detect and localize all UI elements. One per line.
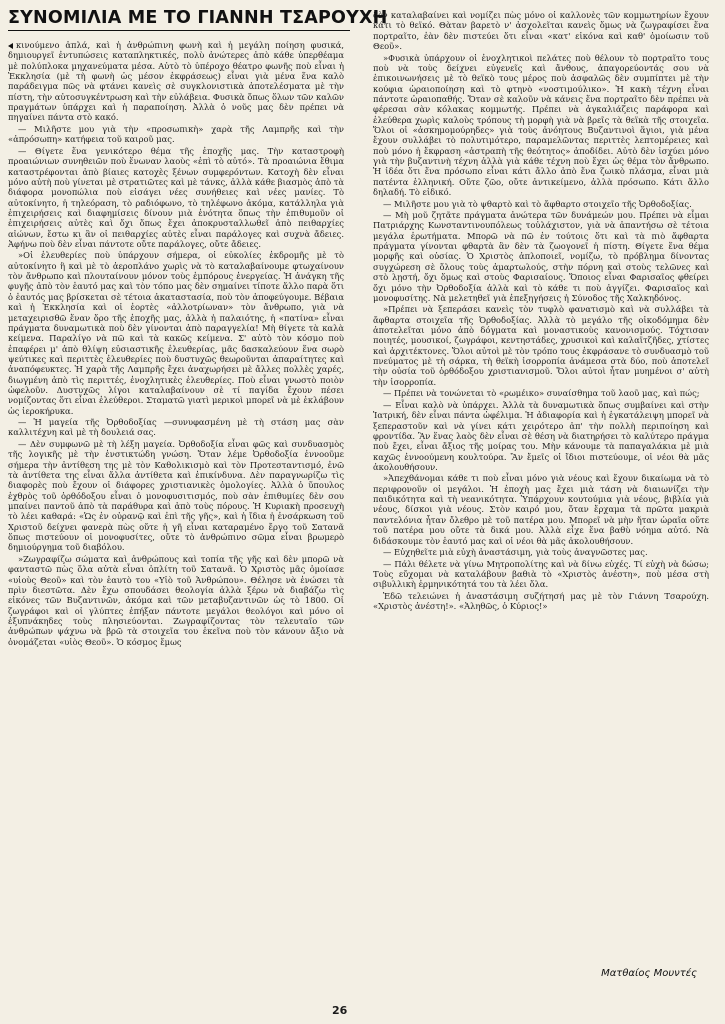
paragraph: δὲν καταλαβαίνει καὶ νομίζει πὼς μόνο οἱ καλλονὲς τῶν κομμωτηρίων ἔχουν κάτι τὸ θεϊκό. Θὰταν βαρετὸ ν' ἀσχολεῖται κανεὶς ὅμως νὰ ζωγραφίσει ἕνα πορτραῖτο, ἐὰν δὲν πιστεύει ὅτι εἶναι «κατ' εἰκόνα καὶ καθ' ὁμοίωσιν τοῦ Θεοῦ». <box>373 10 709 52</box>
paragraph: — Μιλῆστε μου γιὰ τὸ ψθαρτὸ καὶ τὸ ἄφθαρτο στοιχεῖο τῆς Ὀρθοδοξίας. <box>383 198 692 209</box>
paragraph: »Φυσικὰ ὑπάρχουν οἱ ἐνοχλητικοὶ πελάτες ποὺ θέλουν τὸ πορτραῖτο τους ποὺ νὰ τοὺς δείχνει εὐγενεῖς καὶ ἄνθους, ἀπαγορεύοντάς σου νὰ ἐπικοινωνήσεις μὲ τὸ θεϊκὸ τους μέρος ποὺ ἀσφαλῶς δὲν συμπίπτει μὲ τὴν κούφια ὡραιοποίηση καὶ τὸ φτηνὸ «νοστιμούλικο». Ἡ κακὴ τέχνη εἶναι πάντοτε ὡραιοπαθής. Ὅταν σὲ καλοῦν νὰ κάνεις ἕνα πορτραῖτο δὲν πρέπει νὰ φέρεσαι σὰν κόλακας κομμωτής. Πρέπει νὰ ἀγκαλιάζεις παράφορα καὶ ἐλεύθερα χωρὶς καλοὺς τρόπους τὴ μορφὴ γιὰ νὰ βρεῖς τὰ θεϊκὰ τῆς στοιχεῖα. Ὅλοι οἱ «ἀσκημομούρηδες» γιὰ τοὺς ἀνόητους Βυζαντινοὶ ἅγιοι, γιὰ μένα ἔχουν συλλάβει τὸ πολυτιμότερο, παραμελῶντας περιττὲς λεπτομέρειες καὶ ποὺ μόνο ἡ ἔκφραση «ἀστραπὴ τῆς θεότητος» ἀποδίδει. Αὐτὸ δὲν ἰσχύει μόνο γιὰ τὴν βυζαντινὴ τέχνη ἀλλὰ γιὰ κάθε τέχνη ποὺ ἔχει ὡς θέμα τὸν ἄνθρωπο. Ἡ ἰδέα ὅτι ἕνα πρόσωπο εἶναι κάτι ἄλλο ἀπὸ ἕνα ζωικὸ πλάσμα, εἶναι μιὰ πατέντα ἑλληνική. Οὔτε ζῶο, οὔτε ἀντικείμενο, ἀλλὰ πρόσωπο. Κάτι ἄλλο δηλαδή. Τὸ εἰδικό. <box>373 52 709 198</box>
paragraph: Ἐδῶ τελειώνει ἡ ἀναστάσιμη συζήτησή μας μὲ τὸν Γιάννη Τσαρούχη. «Χριστὸς ἀνέστη!». «Ἀληθῶς, ὁ Κύριος!» <box>373 590 709 612</box>
paragraph: »Οἱ ἐλευθερίες ποὺ ὑπάρχουν σήμερα, οἱ εὐκολίες ἐκδρομῆς μὲ τὸ αὐτοκίνητο ἢ καὶ μὲ τὸ ἀεροπλάνο χωρὶς νὰ τὸ καταλαβαίνουμε φτωχαίνουν τὸν ἄνθρωπο καὶ πλουταίνουν μόνον τοὺς ἐμπόρους ἐνεργείας. Ἡ ἀνάγκη τῆς φυγῆς ἀπὸ τὸν ἑαυτό μας καὶ τὸν τόπο μας δὲν σημαίνει τίποτε ἄλλο παρὰ ὅτι ὁ ἑαυτός μας βρίσκεται σὲ τέτοια ἀκαταστασία, ποὺ τὸν ἀποφεύγουμε. Βέβαια καὶ ἡ Ἐκκλησία καὶ οἱ ἑορτὲς «ἀλλοτρίωναν» τὸν ἄνθρωπο, γιὰ νὰ μεταχειρισθῶ ἕναν ὅρο τῆς ἐποχῆς μας, ἀλλὰ ἡ παλαιότης, ἡ «πατίνα» εἶναι πράγματα δυναμωτικὰ ποὺ δὲν γίνονται ἀπὸ παραγγελία! Μὴ θίγετε τὰ καλὰ κείμενα. Παραλίγο νὰ πῶ καὶ τὰ κακῶς κείμενα. Σ' αὐτὸ τὸν κόσμο ποὺ ἐπαφέρει μ' ἀπὸ θλίψη εὐσιαστικῆς ἐλευθερίας, μᾶς δασκαλεύουν ἕνα σωρὸ ψεύτικες καὶ περιττὲς ἐλευθερίες ποὺ δυστυχῶς θεωροῦνται ἀπαραίτητες καὶ ἀναπόφευκτες. Ἡ χαρὰ τῆς Λαμπρῆς ἔχει ἀναχωρήσει μὲ ἄλλες πολλὲς χαρές, διωγμένη ἀπὸ τὶς περιττές, ἐνοχλητικὲς ἐλευθερίες. Ποὺ εἶναι γνωστὸ ποιὸν ὠφελοῦν. Δυστυχῶς λίγοι καταλαβαίνουν σὲ τί παγίδα ἔχουν πέσει νομίζοντας ὅτι εἶναι ἐλεύθεροι. Σταματῶ γιατὶ μερικοὶ μπορεῖ νὰ μὲ ἐκλάβουν ὡς ἱεροκήρυκα. <box>8 250 344 416</box>
paragraph: — Μὴ μοῦ ζητᾶτε πράγματα ἀνώτερα τῶν δυνάμεών μου. Πρέπει νὰ εἶμαι Πατριάρχης Κωνσταντινουπόλεως τοὐλάχιστον, γιὰ νὰ ἀπαντήσω σὲ τέτοια μεγάλα ἐρωτήματα. Μπορῶ νὰ πῶ ἐν τούτοις ὅτι καὶ τὰ πιὸ ἄφθαρτα πράγματα γίνονται φθαρτὰ ἂν δὲν τὰ ζωογονεῖ ἡ πίστη. Θίγετε ἕνα θέμα μορφῆς καὶ οὐσίας. Ὁ Χριστὸς ἀπλοποιεῖ, νομίζω, τὸ πρόβλημα δίνοντας συγχώρεση σὲ ὅλους τοὺς ἁμαρτωλούς, στὴν πόρνη καὶ στοὺς τελῶνες καὶ στὸ λῃστή, ὄχι ὅμως καὶ στοὺς Φαρισαίους. Ὅποιος εἶναι Φαρισαῖος φθείρει ὄχι μόνο τὴν Ὀρθοδοξία ἀλλὰ καὶ τὸ κάθε τι ποὺ ἀγγίζει. Φαρισαῖος καὶ μονοφυσίτης. Νὰ μελετηθεῖ γιὰ ἐπεξηγήσεις ἡ Σύνοδος τῆς Χαλκηδόνος. <box>373 210 709 303</box>
paragraph: — Θίγετε ἕνα γενικότερο θέμα τῆς ἐποχῆς μας. Τὴν καταστροφὴ προαιώνιων συνηθειῶν ποὺ ἕνωναν λαοὺς «ἐπὶ τὸ αὐτό». Τὰ προαιώνια ἔθιμα καταστρέφονται ἀπὸ βίαιες κατοχὲς ξένων συμφερόντων. Κατοχὴ δὲν εἶναι μόνο αὐτὴ ποὺ γίνεται μὲ στρατιῶτες καὶ μὲ τάνκς, ἀλλὰ κάθε βιασμὸς ἀπὸ τὰ διάφορα μονοπώλια ποὺ εἰσάγει νέες συνήθειες καὶ νέες μανίες. Τὸ αὐτοκίνητο, ἡ τηλεόραση, τὸ ραδιόφωνο, τὸ τηλέφωνο ἀκόμα, κατάλληλα γιὰ ἐπιχειρήσεις καὶ διαφημίσεις δίνουν μιὰ ἑνότητα ὅπως τὴν ἐπιθυμοῦν οἱ ἐπιχειρήσεις αὐτὲς καὶ ὄχι ὅπως ἔχει ἀποκρυσταλλωθεῖ ἀπὸ πειθαρχίες αἰώνων, ἔστω κι ἂν οἱ πειθαρχίες αὐτὲς εἶναι παράλογες καὶ συχνὰ ἄδειες. Ἀφήνω ποὺ δὲν εἶναι πάντοτε οὔτε παράλογες, οὔτε ἄδειες. <box>8 145 345 249</box>
paragraph: — Πρέπει νὰ τονώνεται τὸ «ρωμέικο» συναίσθημα τοῦ λαοῦ μας, καὶ πώς; <box>383 388 700 399</box>
paragraph: — Δὲν συμφωνῶ μὲ τὴ λέξη μαγεία. Ὀρθοδοξία εἶναι φῶς καὶ συνδυασμὸς τῆς λογικῆς μὲ τὴν ἐνστικτώδη γνώση. Ὅταν λέμε Ὀρθοδοξία ἐννοοῦμε σήμερα τὴν ἀντίθεση της μὲ τὸν Καθολικισμὸ καὶ τὸν Προτεσταντισμό, ἐνῶ τὰ ἀντίθετα της εἶναι ἄλλα ἀντίθετα καὶ ἐπικίνδυνα. Δὲν παραγνωρίζω τὶς διαφορὲς ποὺ ἔχουν οἱ διάφορες χριστιανικὲς ὁμολογίες. Ἀλλὰ ὁ ὕπουλος ἐχθρὸς τοῦ ὀρθόδοξου εἶναι ὁ μονοφυσιτισμός, ποὺ σὰν ἐπιθυμίες δὲν σου μπαίνει παντοῦ ἀπὸ τὰ παράθυρα καὶ ἀπὸ τοὺς πόρους. Ἡ Κυριακὴ προσευχὴ τὸ λέει καθαρά: «Ὡς ἐν οὐρανῷ καὶ ἐπὶ τῆς γῆς», καὶ ἡ ἴδια ἡ ἐνσάρκωση τοῦ Χριστοῦ δείχνει φανερὰ πὼς οὔτε ἡ γῆ εἶναι καταραμένο ἔργο τοῦ Σατανᾶ ὅπως πιστεύουν οἱ μονοφυσίτες, οὔτε τὸ ἀνθρώπινο σῶμα εἶναι βρωμερὸ δημιούργημα τοῦ διαβόλου. <box>8 439 344 553</box>
paragraph: »Πρέπει νὰ ξεπεράσει κανεὶς τὸν τυφλὸ φανατισμὸ καὶ νὰ συλλάβει τὰ ἄφθαρτα στοιχεῖα τῆς Ὀρθοδοξίας. Ἀλλὰ τὸ μεγάλο τῆς οἰκοδόμημα δὲν ἀποτελεῖται μόνο ἀπὸ δόγματα καὶ μοναστικοὺς κανονισμούς. Τόχτισαν ποιητές, μουσικοί, ζωγράφοι, κεντηστάδες, χρυσικοὶ καὶ καλαϊτζῆδες, χτίστες καὶ ἀρχιτέκτονες. Ὅλοι αὐτοὶ μὲ τὸν τρόπο τους ἐκφράσανε τὸ συνδυασμὸ τοῦ πνεύματος μὲ τὴ σάρκα, τὴ θεϊκὴ ἰσορροπία ἀνάμεσα στὰ δύο, ποὺ ἀποτελεῖ τὴν οὐσία τοῦ ὀρθόδοξου χριστιανισμοῦ. Ὅλοι αὐτοὶ ἦταν μυημένοι σ' αὐτὴ τὴν ἰσορροπία. <box>373 304 709 387</box>
paragraph: — Εἶναι καλὸ νὰ ὑπάρχει. Ἀλλὰ τὰ δυναμωτικὰ ὅπως συμβαίνει καὶ στὴν Ἰατρική, δὲν εἶναι πάντα ὠφέλιμα. Ἡ ἀδιαφορία καὶ ἡ ἐγκατάλειψη μπορεῖ νὰ ξεπεραστοῦν καὶ νὰ γίνει κάτι χειρότερο ἀπ' τὴν πολλὴ περιποίηση καὶ φροντίδα. Ἂν ἕνας λαὸς δὲν εἶναι σὲ θέση νὰ διατηρήσει τὸ καλύτερο πράγμα ποὺ ἔχει, εἶναι ἄξιος τῆς μοίρας του. Μὴν κάνουμε τὰ παπαγαλάκια μὲ μιὰ καχῶς ἐννοούμενη κουλτούρα. Ἂν ἔμεῖς οἱ ἴδιοι πιστεύουμε, οἱ νέοι θὰ μᾶς ἀκολουθήσουν. <box>373 399 709 472</box>
paragraph: — Πάλι θέλετε νὰ γίνω Μητροπολίτης καὶ νὰ δίνω εὐχές. Τί εὐχὴ νὰ δώσω; Τοὺς εὔχομαι νὰ καταλάβουν βαθιὰ τὸ «Χριστὸς ἀνέστη», ποὺ μέσα στὴ σιβυλλικὴ ἐρμηνικότητά του τὰ λέει ὅλα. <box>373 558 709 590</box>
right-column <box>373 10 709 613</box>
paragraph: »Ἀπεχθάνομαι κάθε τι ποὺ εἶναι μόνο γιὰ νέους καὶ ἔχουν δικαίωμα νὰ τὸ περιφρονοῦν οἱ μεγάλοι. Ἡ ἐποχὴ μας ἔχει μιὰ τάση νὰ διαιωνίζει τὴν παιδικότητα καὶ τὴ νεανικότητα. Ὑπάρχουν κουτούμια γιὰ νέους, βιβλία γιὰ νέους, δίσκοι γιὰ νέους. Στὸν καιρό μου, ὅταν ἔρχαμα τὰ πρῶτα μακριὰ παντελόνια ἦταν ὄλεθρο μὲ τοῦ πατέρα μου. Μπορεῖ νὰ μὴν ἤταν ὡραῖα οὔτε τοῦ πατέρα μου οὔτε τὰ δικά μου. Ἀλλὰ εἶχε ἕνα βαθὺ νόημα αὐτό. Νὰ διδάσκουμε τὸν ἑαυτό μας καὶ οἱ νέοι θὰ μᾶς ἀκολουθήσουν. <box>373 473 709 546</box>
continuation-arrow-icon <box>8 43 13 49</box>
paragraph: — Ἡ μαγεία τῆς Ὀρθοδοξίας —συνυφασμένη μὲ τὴ στάση μας σὰν καλλιτέχνη καὶ μὲ τὴ δουλειά σας. <box>8 417 344 438</box>
paragraph: κινούμενο ἁπλά, καὶ ἡ ἀνθρώπινη φωνὴ καὶ ἡ μεγάλη ποίηση φυσικά, δημιουργεῖ ἐντυπώσεις καταπληκτικές, πολὺ ἀνώτερες ἀπὸ κάθε ὑπερθέαμα μὲ πολύπλοκα μηχανεύματα μέσα. Αὐτὸ τὸ ὑπέροχο θέατρο φωνῆς ποὺ εἶναι ἡ Ἐκκλησία (μὲ τὴ φωνὴ ὡς μέσον ἐκφράσεως) εἶναι γιὰ μένα ἕνα καλὸ παράδειγμα πῶς νὰ φτάνει κανεὶς σὲ συγκλονιστικὰ ἀποτελέσματα μὲ τὴν πίστη, τὴν αὐτοσυγκέντρωση καὶ τὴν εὐλάβεια. Φυσικὰ ὅπως ὅλων τῶν καλῶν πραγμάτων ὑπάρχει καὶ ἡ παραποίηση. Ἀλλὰ ὁ νοῦς μας δὲν πρέπει νὰ πηγαίνει πάντα στὸ κακό. <box>8 40 344 123</box>
page-number: 26 <box>332 1004 348 1017</box>
article-headline: ΣΥΝΟΜΙΛΙΑ ΜΕ ΤΟ ΓΙΑΝΝΗ ΤΣΑΡΟΥΧΗ <box>8 8 350 31</box>
paragraph: — Εὐχηθεῖτε μιὰ εὐχὴ ἀναστάσιμη, γιὰ τοὺς ἀναγνῶστες μας. <box>383 547 648 558</box>
author-signature: Ματθαίος Μουντές <box>601 968 697 979</box>
paragraph: — Μιλῆστε μου γιὰ τὴν «προσωπικὴ» χαρὰ τῆς Λαμπρῆς καὶ τὴν «ἀπρόσωπη» κατήφεια τοῦ καιροῦ μας. <box>8 123 344 145</box>
paragraph: »Ζωγραφίζω σώματα καὶ ἀνθρώπους καὶ τοπία τῆς γῆς καὶ δὲν μπορῶ νὰ φανταστῶ πὼς ὅλα αὐτὰ εἶναι ὁπλίτη τοῦ Σατανᾶ. Ὁ Χριστὸς μᾶς ὁμοίασε «υἱοὺς Θεοῦ» καὶ τὸν ἑαυτὸ του «Υἱὸ τοῦ Ἀνθρώπου». Θέλησε νὰ ἐνώσει τὰ πρὶν διεστῶτα. Δὲν ἔχω σπουδάσει θεολογία ἀλλὰ ξέρω νὰ διαβάζω τὶς εἰκόνες τῶν Βυζαντινῶν, ἀκόμα καὶ τῶν μεταβυζαντινῶν ὡς τὸ 1800. Οἱ ζωγράφοι καὶ οἱ γλύπτες ἐπήξαν πάντοτε μεγάλοι θεολόγοι καὶ μόνο οἱ ἐξυπνάκηδες τοὺς πλησιεύονται. Ζωγραφίζοντας τὸν τελευταῖο τῶν ἀνθρώπων ψάχνω νὰ βρῶ τὰ στοιχεῖα του ἐκεῖνα ποὺ τὸν κάνουν ἄξιο νὰ ὀνομάζεται «υἱὸς Θεοῦ». Ὁ κόσμος ἔμως <box>8 553 344 647</box>
left-column <box>8 40 344 648</box>
